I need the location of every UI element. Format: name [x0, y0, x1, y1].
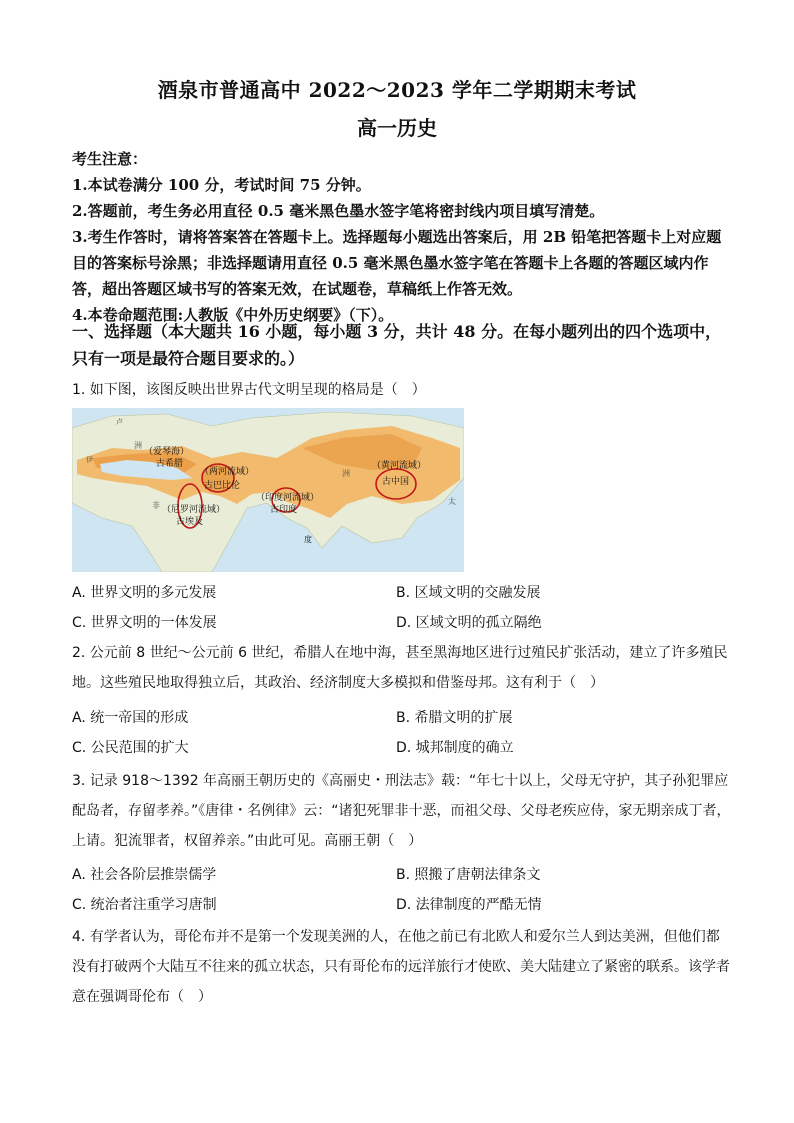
exam-title: 酒泉市普通高中 2022～2023 学年二学期期末考试 [157, 78, 637, 102]
map-label-nile: （尼罗河流域） [162, 505, 226, 515]
map-label-egypt: 古埃及 [176, 517, 204, 527]
map-label-india: 古印度 [270, 505, 298, 515]
question-3 [72, 766, 732, 856]
option-b[interactable]: B. 区域文明的交融发展 [396, 585, 541, 601]
question-3-options [72, 864, 732, 916]
note-item: 1.本试卷满分 100 分，考试时间 75 分钟。 [72, 176, 371, 194]
map-label-yellow-river: （黄河流域） [372, 461, 427, 471]
option-a[interactable]: A. 世界文明的多元发展 [72, 585, 217, 601]
map-label-mesopotamia: （两河流域） [200, 467, 255, 477]
map-label-greece: 古希腊 [156, 459, 184, 469]
option-d[interactable]: D. 法律制度的严酷无情 [396, 897, 542, 913]
ancient-civilizations-map [72, 408, 464, 572]
map-label-lu: 卢 [116, 418, 123, 426]
option-a[interactable]: A. 社会各阶层推崇儒学 [72, 867, 217, 883]
question-stem: 3. 记录 918～1392 年高丽王朝历史的《高丽史・刑法志》载：“年七十以上，父母无守护，其子孙犯罪应配岛者，存留孝养。”《唐律・名例律》云：“诸犯死罪非十恶，而祖父母、父母老疾应侍，家无期亲成丁者，上请。犯流罪者，权留养亲。”由此可见。高丽王朝（ ） [72, 773, 731, 849]
map-label-zhou: 洲 [342, 469, 350, 478]
option-c[interactable]: C. 公民范围的扩大 [72, 740, 189, 756]
question-stem: 2. 公元前 8 世纪～公元前 6 世纪，希腊人在地中海，甚至黑海地区进行过殖民扩张活动，建立了许多殖民地。这些殖民地取得独立后，其政治、经济制度大多模拟和借鉴母邦。这有利于（ ） [72, 645, 728, 691]
option-c[interactable]: C. 世界文明的一体发展 [72, 615, 217, 631]
section-heading: 一、选择题（本大题共 16 小题，每小题 3 分，共计 48 分。在每小题列出的四个选项中，只有一项是最符合题目要求的。） [72, 322, 722, 368]
map-label-china: 古中国 [382, 477, 410, 487]
option-b[interactable]: B. 希腊文明的扩展 [396, 710, 513, 726]
option-a[interactable]: A. 统一帝国的形成 [72, 710, 189, 726]
question-4 [72, 922, 732, 1012]
question-2-options [72, 707, 732, 759]
map-label-indus: （印度河流域） [256, 493, 320, 503]
map-label-ou: 洲 [134, 441, 142, 450]
map-label-aegean: （爱琴海） [144, 447, 190, 457]
exam-subject: 高一历史 [357, 116, 437, 140]
question-stem: 1. 如下图，该图反映出世界古代文明呈现的格局是（ ） [72, 382, 426, 398]
question-2 [72, 638, 732, 698]
note-item: 3.考生作答时，请将答案答在答题卡上。选择题每小题选出答案后，用 2B 铅笔把答题卡上对应题目的答案标号涂黑；非选择题请用直径 0.5 毫米黑色墨水签字笔在答题卡上各题的答题区域内作答，超出答题区域书写的答案无效，在试题卷，草稿纸上作答无效。 [72, 228, 722, 298]
option-d[interactable]: D. 城邦制度的确立 [396, 740, 514, 756]
question-1 [72, 375, 732, 405]
note-item: 4.本卷命题范围:人教版《中外历史纲要》（下）。 [72, 306, 394, 324]
map-svg [72, 408, 464, 572]
note-item: 2.答题前，考生务必用直径 0.5 毫米黑色墨水签字笔将密封线内项目填写清楚。 [72, 202, 605, 220]
map-label-fei: 非 [152, 501, 160, 510]
exam-notes [72, 146, 728, 328]
option-b[interactable]: B. 照搬了唐朝法律条文 [396, 867, 541, 883]
question-1-options [72, 582, 732, 634]
map-label-pacific: 太 [448, 497, 456, 506]
option-d[interactable]: D. 区域文明的孤立隔绝 [396, 615, 542, 631]
map-label-yi: 伊 [86, 456, 93, 464]
notes-heading: 考生注意： [72, 150, 148, 168]
option-c[interactable]: C. 统治者注重学习唐制 [72, 897, 217, 913]
map-label-yindu: 度 [304, 535, 312, 544]
map-label-babylon: 古巴比伦 [204, 481, 241, 491]
question-stem: 4. 有学者认为，哥伦布并不是第一个发现美洲的人，在他之前已有北欧人和爱尔兰人到达美洲，但他们都没有打破两个大陆互不往来的孤立状态，只有哥伦布的远洋旅行才使欧、美大陆建立了紧密的联系。该学者意在强调哥伦布（ ） [72, 929, 730, 1005]
